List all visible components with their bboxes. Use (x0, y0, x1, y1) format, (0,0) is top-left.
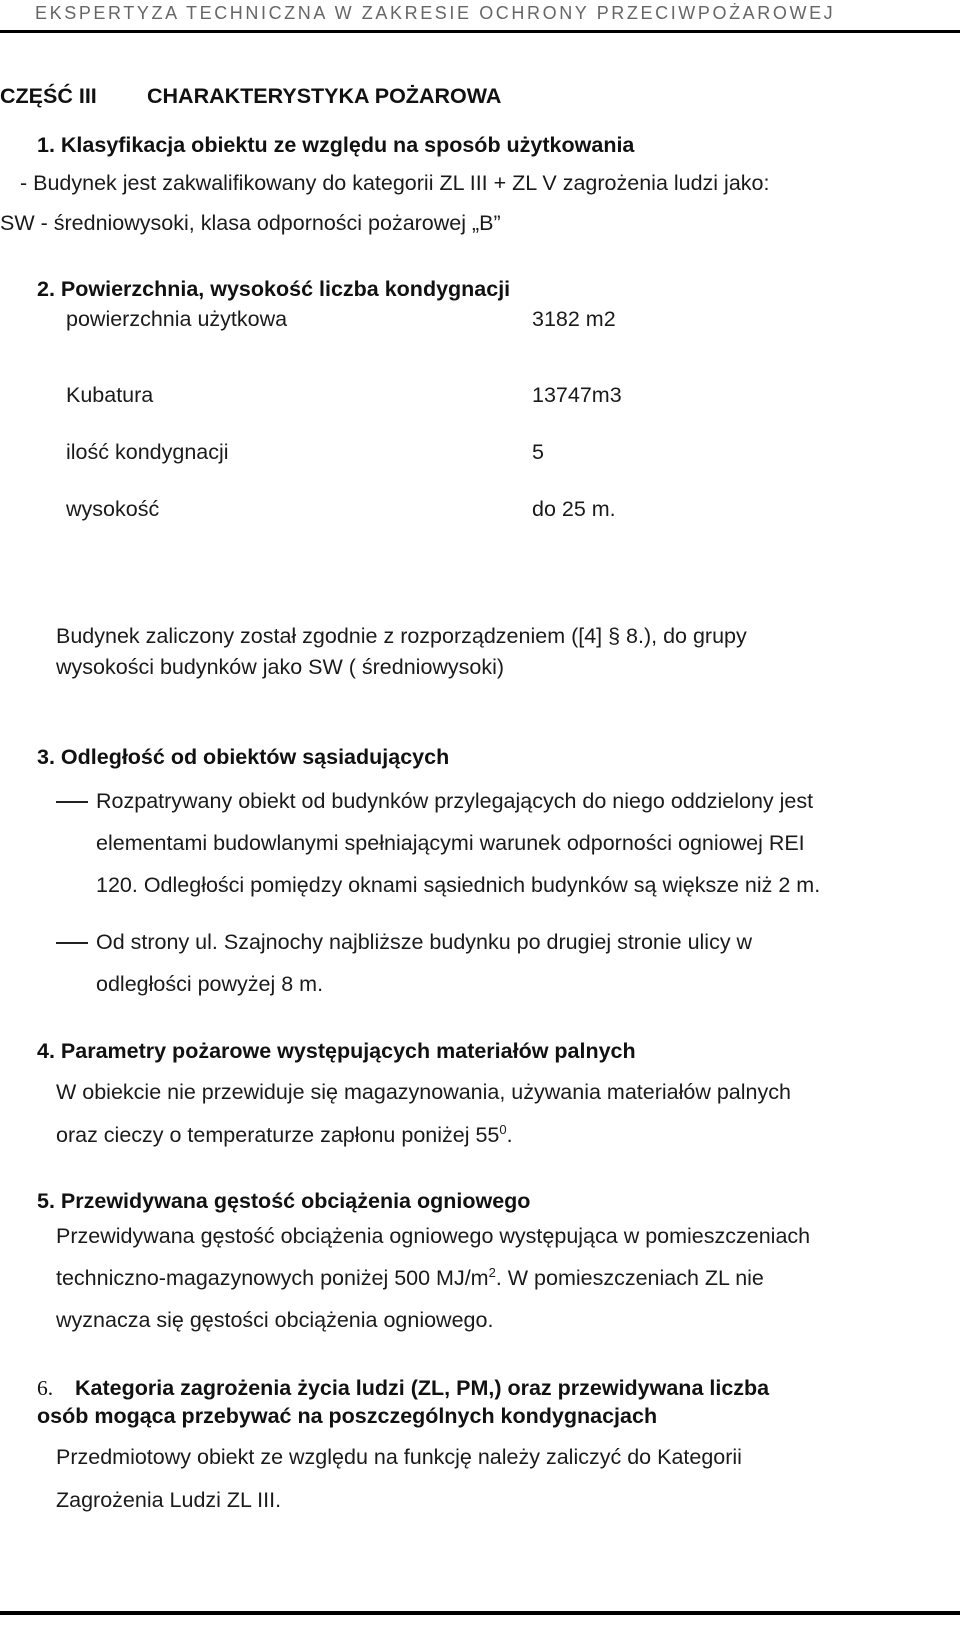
volume-label: Kubatura (66, 383, 154, 407)
section-1-line-1: - Budynek jest zakwalifikowany do kategorii ZL III + ZL V zagrożenia ludzi jako: (20, 171, 770, 195)
height-value: do 25 m. (532, 497, 616, 521)
section-3-bullet-1-line-2: elementami budowlanymi spełniającymi warunek odporności ogniowej REI (96, 831, 805, 855)
section-3-heading: 3. Odległość od obiektów sąsiadujących (37, 745, 450, 769)
section-6-line-1: Przedmiotowy obiekt ze względu na funkcję należy zaliczyć do Kategorii (56, 1445, 742, 1469)
section-6-heading-line-2: osób mogąca przebywać na poszczególnych kondygnacjach (37, 1404, 658, 1428)
section-3-bullet-1-line-3: 120. Odległości pomiędzy oknami sąsiednich budynków są większe niż 2 m. (96, 873, 821, 897)
section-2-note-line-1: Budynek zaliczony został zgodnie z rozporządzeniem ([4] § 8.), do grupy (56, 624, 747, 648)
part-title: CHARAKTERYSTYKA POŻAROWA (147, 84, 502, 108)
superscript: 0 (499, 1121, 507, 1137)
section-2-heading: 2. Powierzchnia, wysokość liczba kondygnacji (37, 277, 511, 301)
section-5-line-3: wyznacza się gęstości obciążenia ogniowego. (56, 1308, 494, 1332)
part-label: CZĘŚĆ III (0, 84, 97, 108)
section-5-heading: 5. Przewidywana gęstość obciążenia ogniowego (37, 1189, 531, 1213)
area-label: powierzchnia użytkowa (66, 307, 288, 331)
section-6-number: 6. (37, 1376, 54, 1400)
storeys-value: 5 (532, 440, 544, 464)
storeys-label: ilość kondygnacji (66, 440, 229, 464)
section-6-line-2: Zagrożenia Ludzi ZL III. (56, 1488, 282, 1512)
section-1-heading: 1. Klasyfikacja obiektu ze względu na sposób użytkowania (37, 133, 635, 157)
section-4-heading: 4. Parametry pożarowe występujących materiałów palnych (37, 1039, 636, 1063)
section-1-line-2: SW - średniowysoki, klasa odporności pożarowej „B” (0, 211, 501, 235)
volume-value: 13747m3 (532, 383, 622, 407)
section-2-note-line-2: wysokości budynków jako SW ( średniowysoki) (56, 655, 505, 679)
area-value: 3182 m2 (532, 307, 616, 331)
running-header: EKSPERTYZA TECHNICZNA W ZAKRESIE OCHRONY PRZECIWPOŻAROWEJ (35, 3, 836, 23)
section-5-line-1: Przewidywana gęstość obciążenia ogniowego występująca w pomieszczeniach (56, 1224, 811, 1248)
section-5-line-2: techniczno-magazynowych poniżej 500 $MJ/m^2$. W pomieszczeniach ZL nie (56, 1264, 764, 1290)
section-3-bullet-2-line-1: Od strony ul. Szajnochy najbliższe budynku po drugiej stronie ulicy w (96, 930, 753, 954)
bullet-dash (56, 801, 88, 803)
superscript: 2 (488, 1264, 496, 1280)
section-3-bullet-2-line-2: odległości powyżej 8 m. (96, 972, 324, 996)
bullet-dash (56, 942, 88, 944)
footer-rule (0, 1611, 960, 1615)
section-4-line-1: W obiekcie nie przewiduje się magazynowania, używania materiałów palnych (56, 1080, 791, 1104)
section-4-line-2: oraz cieczy o temperaturze zapłonu poniżej $55^0$. (56, 1121, 513, 1147)
header-rule (0, 30, 960, 33)
height-label: wysokość (66, 497, 160, 521)
section-3-bullet-1-line-1: Rozpatrywany obiekt od budynków przylegających do niego oddzielony jest (96, 789, 814, 813)
section-6-heading-line-1: Kategoria zagrożenia życia ludzi (ZL, PM,) oraz przewidywana liczba (75, 1376, 770, 1400)
